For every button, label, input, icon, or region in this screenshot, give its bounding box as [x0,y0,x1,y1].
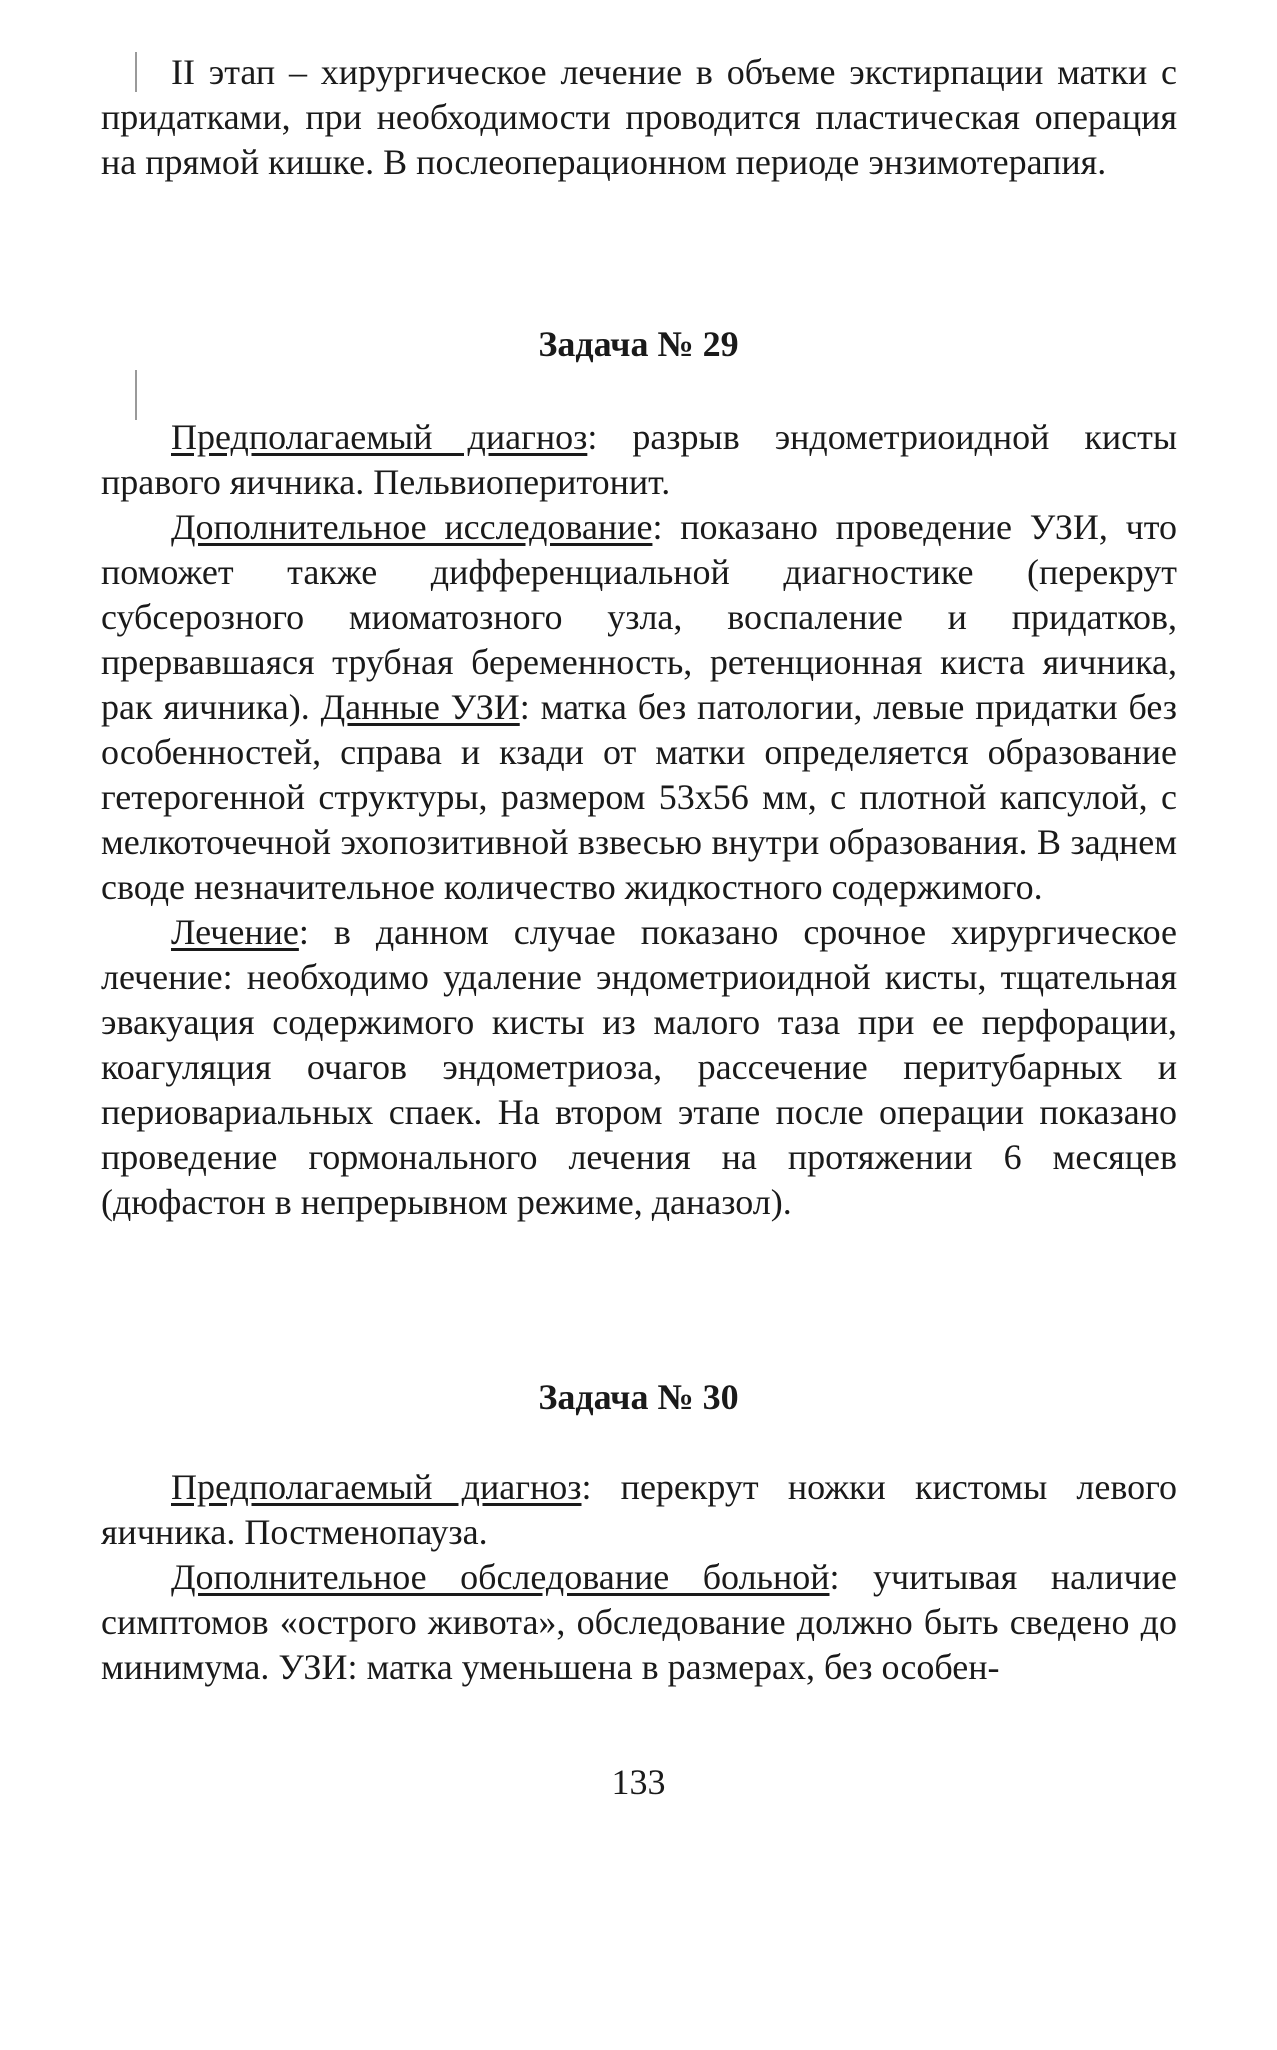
page-number: 133 [611,1762,666,1802]
task-29-section [101,415,1177,1225]
exam-label: Дополнительное исследование [171,507,653,547]
exam-text: : учитывая наличие симптомов «острого живота», обследование должно быть сведено до минимума. УЗИ: матка уменьшена в размерах, без особен- [101,1557,1177,1687]
treatment-text: : в данном случае показано срочное хирургическое лечение: необходимо удаление эндометриоидной кисты, тщательная эвакуация содержимого кисты из малого таза при ее перфорации, коагуляция очагов эндометриоза, рассечение перитубарных и периовариальных спаек. На втором этапе после операции показано проведение гормонального лечения на протяжении 6 месяцев (дюфастон в непрерывном режиме, даназол). [101,912,1177,1222]
task-29-exam-paragraph [101,505,1177,910]
exam-text: : показано проведение УЗИ, что поможет также дифференциальной диагностике (перекрут субсерозного миоматозного узла, воспаление и придатков, прервавшаяся трубная беременность, ретенционная киста яичника, рак яичника). [101,507,1178,727]
ultrasound-text: : матка без патологии, левые придатки без особенностей, справа и кзади от матки определяется образование гетерогенной структуры, размером 53х56 мм, с плотной капсулой, с мелкоточечной эхопозитивной взвесью внутри образования. В заднем своде незначительное количество жидкостного содержимого. [101,687,1177,907]
margin-mark [135,370,137,420]
task-30-diagnosis-paragraph [101,1465,1177,1555]
task-30-section [101,1465,1177,1690]
task-29-heading: Задача № 29 [538,324,739,364]
intro-section [101,50,1177,185]
diagnosis-label: Предполагаемый диагноз [171,1467,582,1507]
diagnosis-text: : перекрут ножки кистомы левого яичника. Постменопауза. [101,1467,1177,1552]
exam-label: Дополнительное обследование больной [171,1557,830,1597]
task-29-diagnosis-paragraph [101,415,1177,505]
task-30-heading: Задача № 30 [538,1377,739,1417]
ultrasound-label: Данные УЗИ [320,687,520,727]
task-29-treatment-paragraph [101,910,1177,1225]
treatment-label: Лечение [171,912,299,952]
intro-paragraph: II этап – хирургическое лечение в объеме экстирпации матки с придатками, при необходимости проводится пластическая операция на прямой кишке. В послеоперационном периоде энзимотерапия. [101,52,1177,182]
task-30-exam-paragraph [101,1555,1177,1690]
diagnosis-label: Предполагаемый диагноз [171,417,588,457]
diagnosis-text: : разрыв эндометриоидной кисты правого яичника. Пельвиоперитонит. [101,417,1178,502]
